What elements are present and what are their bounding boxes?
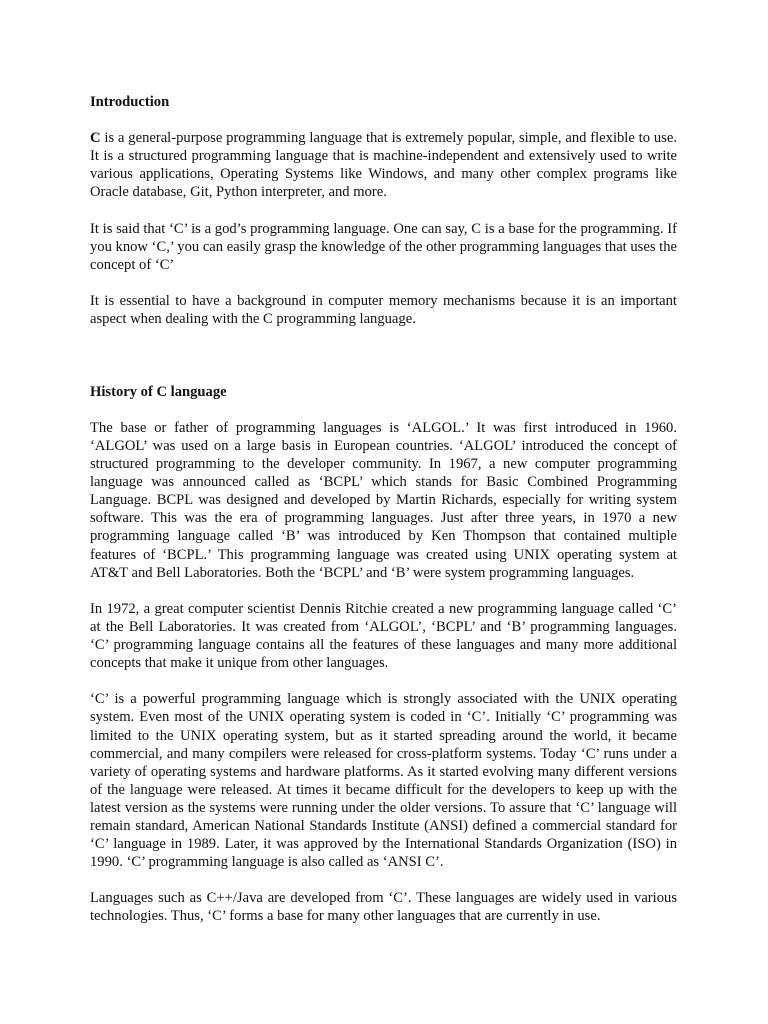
history-paragraph-4: Languages such as C++/Java are developed from ‘C’. These languages are widely used in various technologies. Thus, ‘C’ forms a base for many other languages that are currently in use. <box>90 890 677 925</box>
history-heading: History of C language <box>90 383 227 400</box>
intro-lead-c: C <box>90 130 101 147</box>
history-paragraph-3: ‘C’ is a powerful programming language which is strongly associated with the UNIX operating system. Even most of the UNIX operating system is coded in ‘C’. Initially ‘C’ programming was limited to the UNIX operating system, but as it started spreading around the world, it became commercial, and many compilers were released for cross-platform systems. Today ‘C’ runs under a variety of operating systems and hardware platforms. As it started evolving many different versions of the language were released. At times it became difficult for the developers to keep up with the latest version as the systems were running under the older versions. To assure that ‘C’ language will remain standard, American National Standards Institute (ANSI) defined a commercial standard for ‘C’ language in 1989. Later, it was approved by the International Standards Organization (ISO) in 1990. ‘C’ programming language is also called as ‘ANSI C’. <box>90 691 677 871</box>
history-paragraph-2: In 1972, a great computer scientist Dennis Ritchie created a new programming language called ‘C’ at the Bell Laboratories. It was created from ‘ALGOL’, ‘BCPL’ and ‘B’ programming languages. ‘C’ programming language contains all the features of these languages and many more additional concepts that make it unique from other languages. <box>90 600 677 672</box>
intro-paragraph-2: It is said that ‘C’ is a god’s programming language. One can say, C is a base for the programming. If you know ‘C,’ you can easily grasp the knowledge of the other programming languages that uses the concept of ‘C’ <box>90 220 677 273</box>
intro-paragraph-1-text: is a general-purpose programming language that is extremely popular, simple, and flexible to use. It is a structured programming language that is machine-independent and extensively used to write various applications, Operating Systems like Windows, and many other complex programs like Oracle database, Git, Python interpreter, and more. <box>90 130 677 201</box>
intro-heading: Introduction <box>90 94 170 110</box>
intro-paragraph-3: It is essential to have a background in computer memory mechanisms because it is an important aspect when dealing with the C programming language. <box>90 293 677 328</box>
intro-paragraph-1 <box>90 129 677 201</box>
document-page <box>90 93 677 926</box>
history-paragraph-1: The base or father of programming languages is ‘ALGOL.’ It was first introduced in 1960. ‘ALGOL’ was used on a large basis in European countries. ‘ALGOL’ introduced the concept of structured programming to the developer community. In 1967, a new computer programming language was announced called as ‘BCPL’ which stands for Basic Combined Programming Language. BCPL was designed and developed by Martin Richards, especially for writing system software. This was the era of programming languages. Just after three years, in 1970 a new programming language called ‘B’ was introduced by Ken Thompson that contained multiple features of ‘BCPL.’ This programming language was created using UNIX operating system at AT&T and Bell Laboratories. Both the ‘BCPL’ and ‘B’ were system programming languages. <box>90 419 677 581</box>
